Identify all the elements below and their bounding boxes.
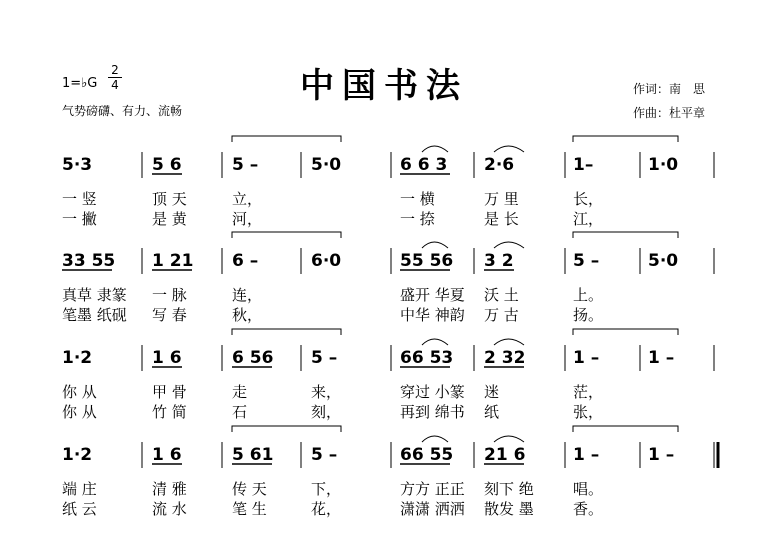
lyric-verse-1: 长， [573,190,604,208]
lyric-verse-1: 唱。 [573,480,604,498]
slur [494,242,524,248]
notation-group: 5 – [311,445,338,465]
notation-group: 1·2 [62,445,93,465]
lyricist-credit: 作词：南 思 [633,82,706,96]
lyric-verse-1: 连， [232,286,263,304]
lyric-verse-1: 一 竖 [62,190,97,208]
slur [494,339,524,345]
tie-bracket [232,426,341,432]
tie-bracket [573,232,678,238]
lyric-verse-1: 清 雅 [152,480,187,498]
notation-group: 6 6 3 [400,155,448,175]
lyric-verse-2: 竹 简 [152,403,187,421]
notation-group: 33 55 [62,251,116,271]
tie-bracket [573,329,678,335]
slur [422,436,448,442]
lyric-verse-1: 方方 正正 [400,480,465,498]
lyric-verse-1: 一 脉 [152,286,187,304]
notation-group: 1 – [648,348,675,368]
expression-marking: 气势磅礴、有力、流畅 [62,104,183,118]
notation-group: 1 21 [152,251,194,271]
lyric-verse-2: 笔墨 纸砚 [62,306,127,324]
lyric-verse-2: 是 长 [484,210,519,228]
tie-bracket [232,329,341,335]
lyric-verse-1: 来， [311,383,342,401]
tie-bracket [232,232,341,238]
notation-group: 21 6 [484,445,526,465]
lyric-verse-2: 纸 [484,403,500,421]
notation-group: 5 – [573,251,600,271]
notation-group: 5 61 [232,445,274,465]
lyric-verse-1: 迷 [484,383,500,401]
lyric-verse-1: 下， [311,480,342,498]
slur [422,146,448,152]
lyric-verse-1: 沃 土 [484,286,519,304]
notation-group: 3 2 [484,251,514,271]
slur [422,242,448,248]
notation-group: 6·0 [311,251,342,271]
lyric-verse-1: 上。 [573,286,604,304]
lyric-verse-2: 笔 生 [232,500,267,518]
notation-group: 1 – [648,445,675,465]
lyric-verse-1: 顶 天 [152,190,187,208]
notation-group: 5 – [311,348,338,368]
lyric-verse-2: 石 [232,403,248,421]
notation-group: 5·3 [62,155,93,175]
notation-group: 1 6 [152,348,182,368]
notation-group: 6 – [232,251,259,271]
lyric-verse-1: 走 [232,383,248,401]
lyric-verse-1: 万 里 [484,190,519,208]
notation-group: 6 56 [232,348,274,368]
lyric-verse-1: 甲 骨 [152,383,187,401]
notation-group: 1·0 [648,155,679,175]
lyric-verse-2: 万 古 [484,306,519,324]
notation-group: 55 56 [400,251,454,271]
lyric-verse-2: 扬。 [573,306,604,324]
lyric-verse-2: 中华 神韵 [400,306,465,324]
notation-group: 5 6 [152,155,182,175]
lyric-verse-2: 再到 绵书 [400,403,465,421]
lyric-verse-2: 纸 云 [62,500,97,518]
lyric-verse-1: 穿过 小篆 [400,383,465,401]
slur [422,339,448,345]
notation-group: 66 53 [400,348,454,368]
time-signature-bottom: 4 [111,78,119,92]
lyric-verse-2: 是 黄 [152,210,187,228]
lyric-verse-1: 刻下 绝 [484,480,534,498]
lyric-verse-2: 香。 [573,500,604,518]
slur [494,146,524,152]
lyric-verse-1: 盛开 华夏 [400,286,465,304]
composer-credit: 作曲：杜平章 [633,106,706,120]
lyric-verse-1: 你 从 [62,383,97,401]
tie-bracket [573,136,678,142]
tie-bracket [232,136,341,142]
lyric-verse-1: 传 天 [232,480,267,498]
notation-group: 5·0 [311,155,342,175]
notation-group: 1 – [573,445,600,465]
slur [494,436,524,442]
page-title: 中国书法 [300,66,468,106]
key-signature: 1=♭G [62,76,98,91]
lyric-verse-1: 茫， [573,383,604,401]
notation-group: 2 32 [484,348,526,368]
time-signature-top: 2 [111,63,119,77]
notation-group: 5 – [232,155,259,175]
notation-group: 2·6 [484,155,515,175]
lyric-verse-2: 流 水 [152,500,187,518]
lyric-verse-1: 一 横 [400,190,435,208]
lyric-verse-2: 一 捺 [400,210,435,228]
lyric-verse-2: 你 从 [62,403,97,421]
notation-group: 5·0 [648,251,679,271]
lyric-verse-2: 潇潇 洒洒 [400,500,465,518]
lyric-verse-2: 秋， [232,306,263,324]
lyric-verse-2: 江， [573,210,604,228]
notation-group: 1 – [573,348,600,368]
tie-bracket [573,426,678,432]
lyric-verse-2: 刻， [311,403,342,421]
notation-group: 1 6 [152,445,182,465]
lyric-verse-2: 花， [311,500,342,518]
notation-group: 1– [573,155,594,175]
lyric-verse-2: 河， [232,210,263,228]
lyric-verse-2: 一 撇 [62,210,97,228]
notation-group: 66 55 [400,445,454,465]
lyric-verse-2: 写 春 [152,306,187,324]
lyric-verse-2: 张， [573,403,604,421]
lyric-verse-1: 端 庄 [62,480,97,498]
lyric-verse-1: 立， [232,190,263,208]
notation-group: 1·2 [62,348,93,368]
lyric-verse-1: 真草 隶篆 [62,286,127,304]
lyric-verse-2: 散发 墨 [484,500,534,518]
